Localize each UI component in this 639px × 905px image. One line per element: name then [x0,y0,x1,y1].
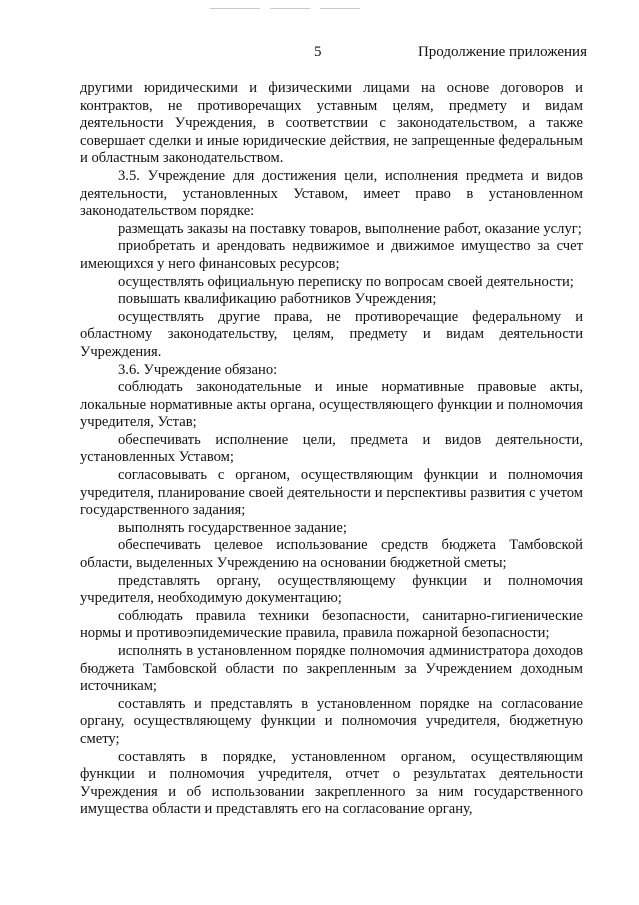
paragraph: обеспечивать исполнение цели, предмета и видов деятельности, установленных Уставом; [80,431,583,466]
paragraph: составлять в порядке, установленном органом, осуществляющим функции и полномочия учредителя, отчет о результатах деятельности Учреждения и об использовании закрепленного за ним государственного имущества области и представлять его на согласование органу, [80,748,583,818]
scan-artifact-line [210,8,260,9]
paragraph: осуществлять другие права, не противоречащие федеральному и областному законодательству, целям, предмету и видам деятельности Учреждения. [80,308,583,360]
document-body [80,80,583,819]
paragraph: согласовывать с органом, осуществляющим функции и полномочия учредителя, планирование своей деятельности и перспективы развития с учетом государственного задания; [80,467,583,519]
paragraph: представлять органу, осуществляющему функции и полномочия учредителя, необходимую документацию; [80,572,583,607]
paragraph: размещать заказы на поставку товаров, выполнение работ, оказание услуг; [118,220,582,237]
page-header [0,44,639,68]
paragraph: обеспечивать целевое использование средств бюджета Тамбовской области, выделенных Учреждению на основании бюджетной сметы; [80,537,583,572]
paragraph: соблюдать законодательные и иные нормативные правовые акты, локальные нормативные акты органа, осуществляющего функции и полномочия учредителя, Устав; [80,379,583,431]
continuation-label: Продолжение приложения [417,44,587,60]
paragraph: исполнять в установленном порядке полномочия администратора доходов бюджета Тамбовской области по закрепленным за Учреждением доходным источникам; [80,643,583,695]
paragraph: соблюдать правила техники безопасности, санитарно-гигиенические нормы и противоэпидемические правила, правила пожарной безопасности; [80,607,583,642]
paragraph: повышать квалификацию работников Учреждения; [118,291,437,308]
paragraph: осуществлять официальную переписку по вопросам своей деятельности; [118,273,574,290]
scan-artifact-line [270,8,310,9]
paragraph: 3.6. Учреждение обязано: [118,361,278,378]
paragraph: 3.5. Учреждение для достижения цели, исполнения предмета и видов деятельности, установленных Уставом, имеет право в установленном законодательством порядке: [80,167,583,220]
page-number: 5 [314,44,322,60]
paragraph: составлять и представлять в установленном порядке на согласование органу, осуществляющему функции и полномочия учредителя, бюджетную смету; [80,695,583,747]
paragraph: выполнять государственное задание; [118,519,347,536]
paragraph: приобретать и арендовать недвижимое и движимое имущество за счет имеющихся у него финансовых ресурсов; [80,238,583,272]
paragraph: другими юридическими и физическими лицами на основе договоров и контрактов, не противоречащих уставным целям, предмету и видам деятельности Учреждения, в соответствии с законодательством, а также совершает сделки и иные юридические действия, не запрещенные федеральным и областным законодательством. [80,80,583,167]
scan-artifact-line [320,8,360,9]
